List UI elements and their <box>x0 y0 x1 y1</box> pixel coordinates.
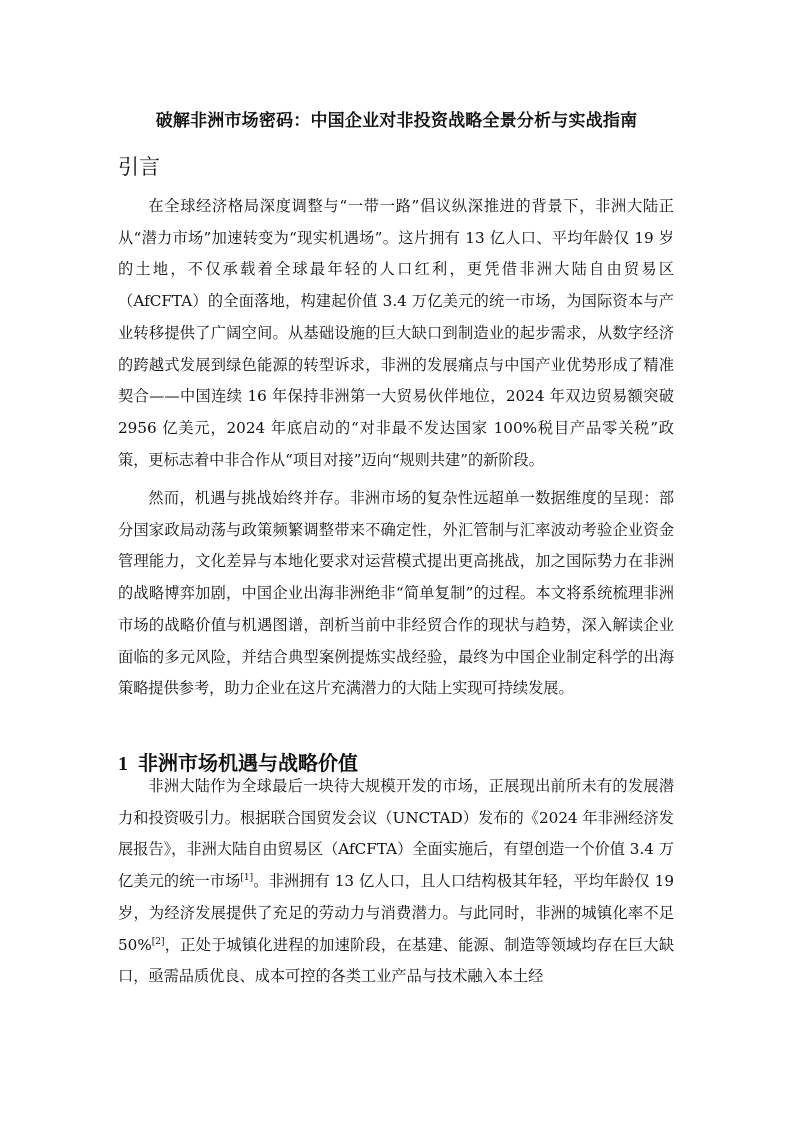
section-1-paragraph <box>118 771 674 993</box>
intro-paragraph-1: 在全球经济格局深度调整与“一带一路”倡议纵深推进的背景下，非洲大陆正从“潜力市场”加速转变为“现实机遇场”。这片拥有 13 亿人口、平均年龄仅 19 岁的土地，不仅承载着全球最年轻的人口红利，更凭借非洲大陆自由贸易区（AfCFTA）的全面落地，构建起价值 3.4 万亿美元的统一市场，为国际资本与产业转移提供了广阔空间。从基础设施的巨大缺口到制造业的起步需求，从数字经济的跨越式发展到绿色能源的转型诉求，非洲的发展痛点与中国产业优势形成了精准契合——中国连续 16 年保持非洲第一大贸易伙伴地位，2024 年双边贸易额突破 2956 亿美元，2024 年底启动的“对非最不发达国家 100%税目产品零关税”政策，更标志着中非合作从“项目对接”迈向“规则共建”的新阶段。 <box>118 197 674 469</box>
citation-ref-1[interactable]: [1] <box>240 873 254 884</box>
section-1-text-part-2: 。非洲拥有 13 亿人口，且人口结构极其年轻，平均年龄仅 19 岁，为经济发展提供了充足的劳动力与消费潜力。与此同时，非洲的城镇化率不足 50% <box>118 872 675 954</box>
intro-paragraph-2: 然而，机遇与挑战始终并存。非洲市场的复杂性远超单一数据维度的呈现：部分国家政局动荡与政策频繁调整带来不确定性，外汇管制与汇率波动考验企业资金管理能力，文化差异与本地化要求对运营模式提出更高挑战，加之国际势力在非洲的战略博弈加剧，中国企业出海非洲绝非“简单复制”的过程。本文将系统梳理非洲市场的战略价值与机遇图谱，剖析当前中非经贸合作的现状与趋势，深入解读企业面临的多元风险，并结合典型案例提炼实战经验，最终为中国企业制定科学的出海策略提供参考，助力企业在这片充满潜力的大陆上实现可持续发展。 <box>118 489 674 698</box>
citation-ref-2[interactable]: [2] <box>151 936 165 947</box>
section-1-text-part-3: ，正处于城镇化进程的加速阶段，在基建、能源、制造等领域均存在巨大缺口，亟需品质优良、成本可控的各类工业产品与技术融入本土经 <box>118 935 674 986</box>
section-1-text-part-1: 非洲大陆作为全球最后一块待大规模开发的市场，正展现出前所未有的发展潜力和投资吸引力。根据联合国贸发会议（UNCTAD）发布的《2024 年非洲经济发展报告》，非洲大陆自由贸易区（AfCFTA）全面实施后，有望创造一个价值 3.4 万亿美元的统一市场 <box>118 777 674 891</box>
section-1-number: 1 <box>118 753 128 775</box>
intro-heading: 引言 <box>118 155 160 179</box>
section-1-title: 非洲市场机遇与战略价值 <box>138 751 358 775</box>
document-title: 破解非洲市场密码：中国企业对非投资战略全景分析与实战指南 <box>155 111 638 131</box>
